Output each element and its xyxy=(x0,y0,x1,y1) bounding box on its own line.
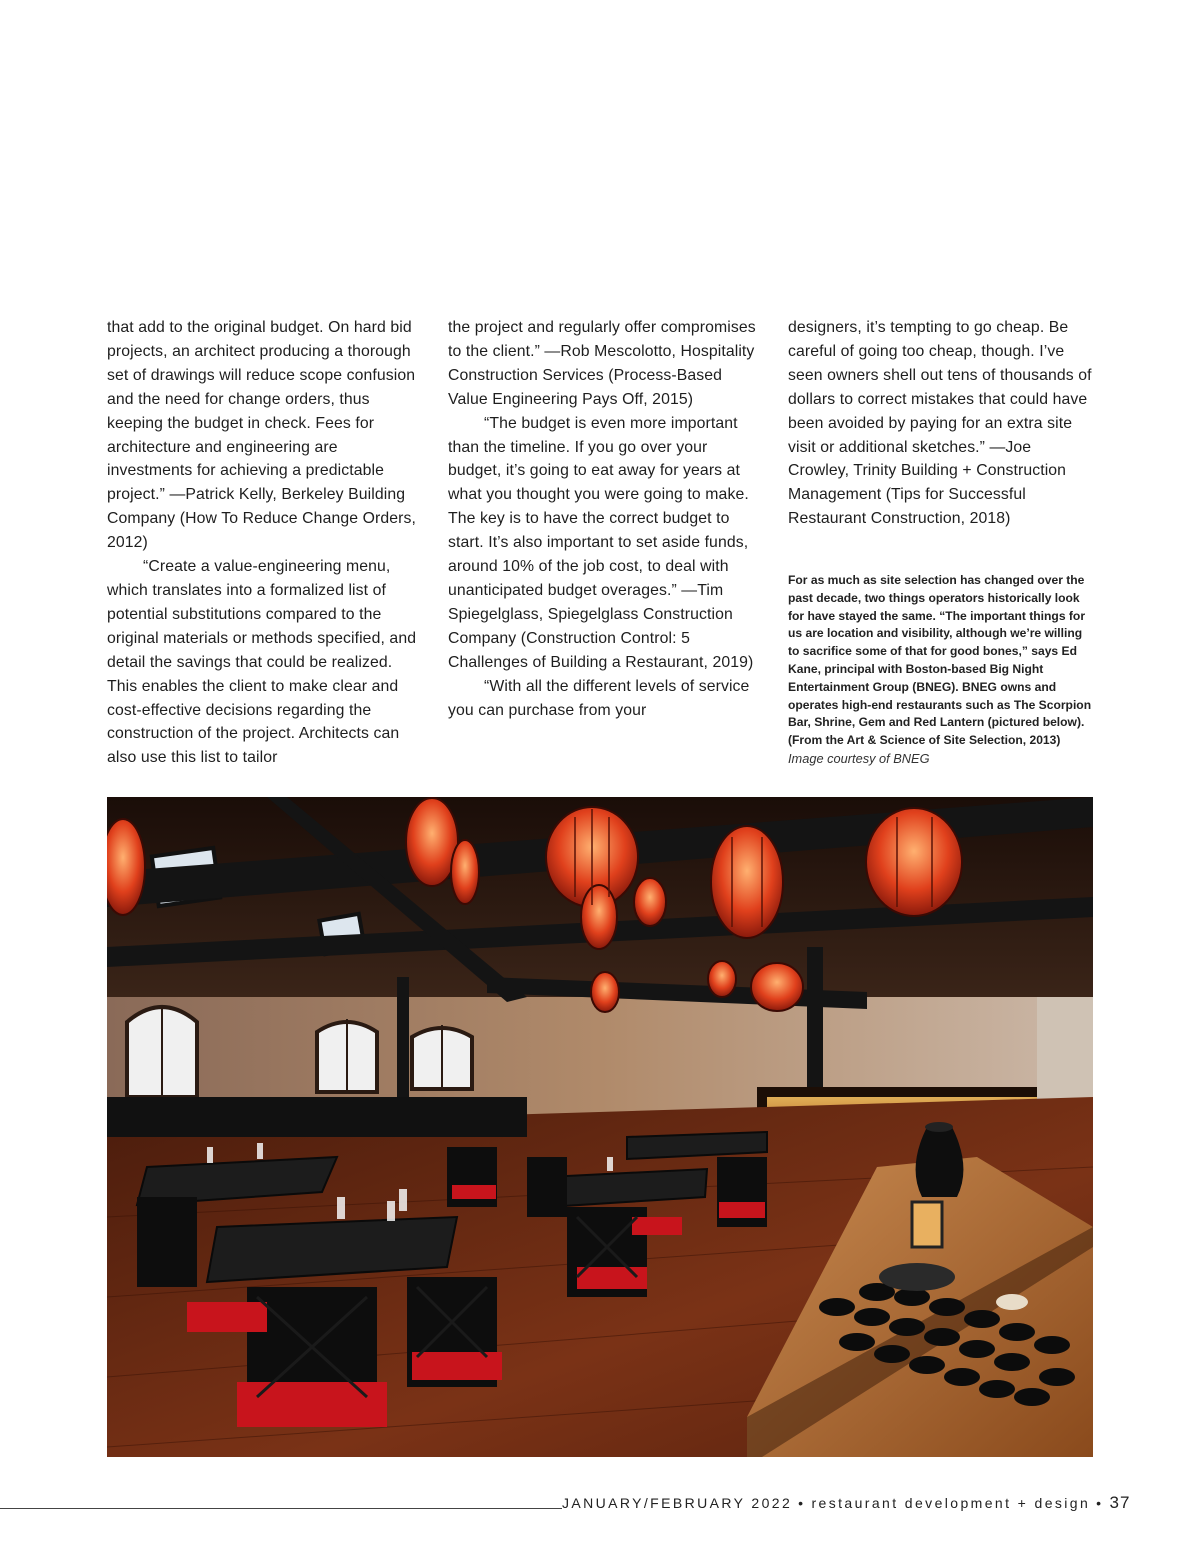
article-column-1 xyxy=(107,316,419,770)
paragraph: “The budget is even more important than the timeline. If you go over your budget, it’s going to eat away for years at what you thought you were going to make. The key is to have the correct budget to start. It’s also important to set aside funds, around 10% of the job cost, to deal with unanticipated budget overages.” —Tim Spiegelglass, Spiegelglass Construction Company (Construction Control: 5 Challenges of Building a Restaurant, 2019) xyxy=(448,414,754,671)
footer-publication: restaurant development + design xyxy=(811,1495,1091,1511)
page-number: 37 xyxy=(1109,1493,1131,1512)
footer-separator: • xyxy=(1096,1495,1104,1511)
paragraph: designers, it’s tempting to go cheap. Be careful of going too cheap, though. I’ve seen owners shell out tens of thousands of dollars to correct mistakes that could have been avoided by paying for an extra site visit or additional sketches.” —Joe Crowley, Trinity Building + Construction Management (Tips for Successful Restaurant Construction, 2018) xyxy=(788,319,1092,528)
paragraph: “Create a value-engineering menu, which translates into a formalized list of potential substitutions compared to the original materials or methods specified, and detail the savings that could be realized. This enables the client to make clear and cost-effective decisions regarding the construction of the project. Architects can also use this list to tailor xyxy=(107,558,417,767)
footer-separator: • xyxy=(798,1495,806,1511)
restaurant-interior-photo xyxy=(107,797,1093,1457)
paragraph: that add to the original budget. On hard bid projects, an architect producing a thorough set of drawings will reduce scope confusion and the need for change orders, thus keeping the budget in check. Fees for architecture and engineering are investments for achieving a predictable project.” —Patrick Kelly, Berkeley Building Company (How To Reduce Change Orders, 2012) xyxy=(107,319,416,552)
photo-caption: For as much as site selection has changed over the past decade, two things operators historically look for have stayed the same. “The important things for us are location and visibility, although we’re willing to sacrifice some of that for good bones,” says Ed Kane, principal with Boston-based Big Night Entertainment Group (BNEG). BNEG owns and operates high-end restaurants such as The Scorpion Bar, Shrine, Gem and Red Lantern (pictured below). (From the Art & Science of Site Selection, 2013) xyxy=(788,573,1092,748)
paragraph: the project and regularly offer compromises to the client.” —Rob Mescolotto, Hospitality Construction Services (Process-Based Value Engineering Pays Off, 2015) xyxy=(448,319,756,408)
footer-issue: JANUARY/FEBRUARY 2022 xyxy=(562,1495,793,1511)
photo-credit: Image courtesy of BNEG xyxy=(788,751,930,766)
article-column-2 xyxy=(448,316,760,722)
footer-rule xyxy=(0,1508,562,1509)
paragraph: “With all the different levels of service you can purchase from your xyxy=(448,677,750,719)
article-column-3 xyxy=(788,316,1092,531)
page-footer xyxy=(562,1493,1131,1519)
